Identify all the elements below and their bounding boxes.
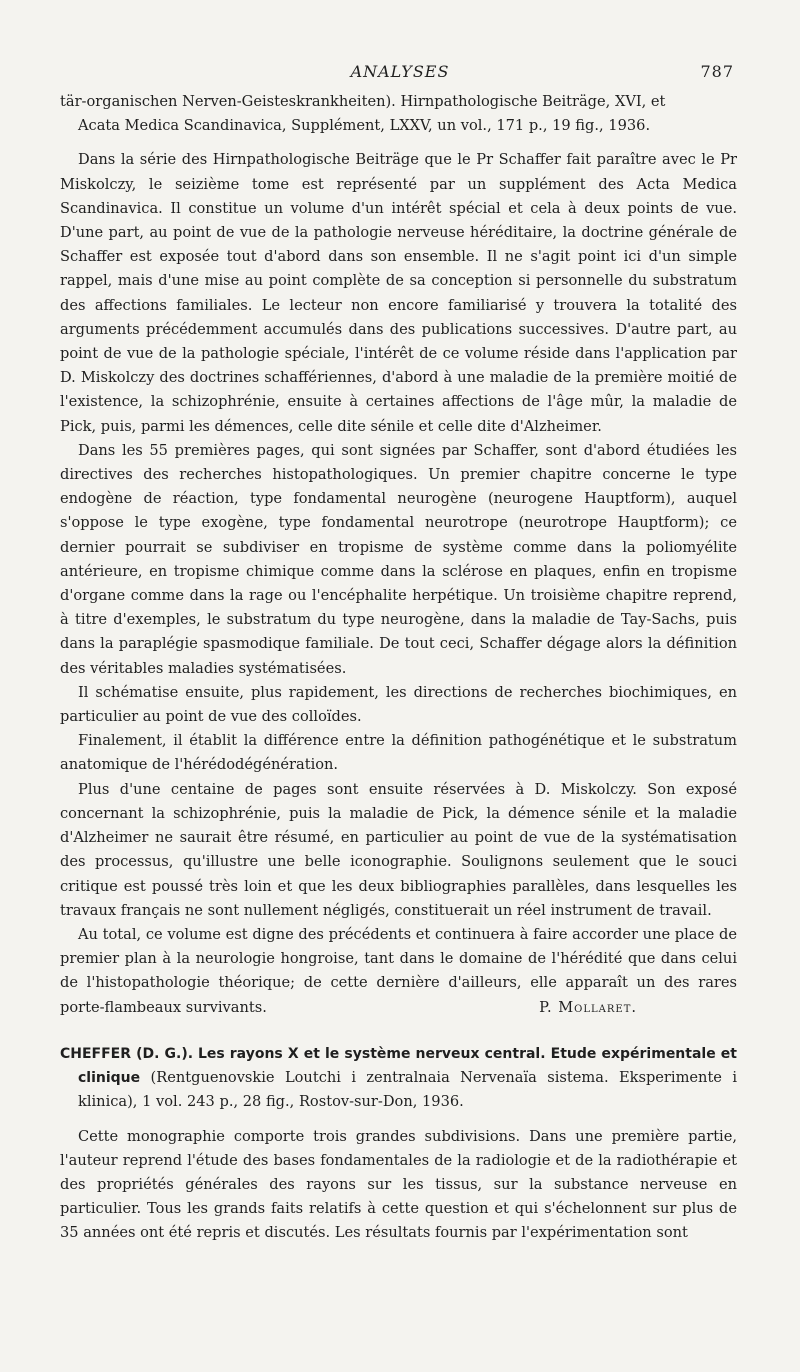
review-cheffer bbox=[60, 1042, 737, 1246]
review-paragraph-6: Au total, ce volume est digne des précédents et continuera à faire accorder une place de premier plan à la neurologie hongroise, tant dans le domaine de l'hérédité que dans celui de l'histopathologie théorique; de cette dernière d'ailleurs, elle apparaît un des rares porte-flambeaux survivants. bbox=[60, 925, 737, 1016]
review-citation-heading bbox=[60, 1042, 737, 1115]
page-number: 787 bbox=[700, 62, 734, 81]
citation-line-2: Acata Medica Scandinavica, Supplément, LXXV, un vol., 171 p., 19 fig., 1936. bbox=[78, 117, 651, 135]
review-mollaret bbox=[60, 90, 737, 1020]
review-paragraph-3: Il schématise ensuite, plus rapidement, les directions de recherches biochimiques, en particulier au point de vue des colloïdes. bbox=[60, 683, 737, 726]
review-paragraph-4: Finalement, il établit la différence entre la définition pathogénétique et le substratum anatomique de l'hérédodégénération. bbox=[60, 732, 737, 774]
running-head bbox=[60, 62, 740, 84]
cited-author: CHEFFER (D. G.). bbox=[60, 1045, 194, 1062]
review-paragraph: Cette monographie comporte trois grandes subdivisions. Dans une première partie, l'auteur reprend l'étude des bases fondamentales de la radiologie et de la radiothérapie et des propriétés générales des rayons sur les tissus, sur la substance nerveuse en particulier. Tous les grands faits relatifs à cette question et qui s'échelonnent sur plus de 35 années ont été repris et discutés. Les résultats fournis par l'expérimentation sont bbox=[60, 1127, 737, 1242]
running-title: ANALYSES bbox=[350, 62, 450, 81]
review-paragraph-5: Plus d'une centaine de pages sont ensuite réservées à D. Miskolczy. Son exposé concernant la schizophrénie, puis la maladie de Pick, la démence sénile et la maladie d'Alzheimer ne saurait être résumé, en particulier au point de vue de la systématisation des processus, qu'illustre une belle iconographie. Soulignons seulement que le souci critique est poussé très loin et que les deux bibliographies parallèles, dans lesquelles les travaux français ne sont nullement négligés, constituerait un réel instrument de travail. bbox=[60, 780, 737, 919]
review-paragraph-1: Dans la série des Hirnpathologische Beiträge que le Pr Schaffer fait paraître avec le Pr Miskolczy, le seizième tome est représenté par un supplément des Acta Medica Scandinavica. Il constitue un volume d'un intérêt spécial et cela à deux points de vue. D'une part, au point de vue de la pathologie nerveuse héréditaire, la doctrine générale de Schaffer est exposée tout d'abord dans son ensemble. Il ne s'agit point ici d'un simple rappel, mais d'une mise au point complète de sa conception si personnelle du substratum des affections familiales. Le lecteur non encore familiarisé y trouvera la totalité des arguments précédemment accumulés dans des publications successives. D'autre part, au point de vue de la pathologie spéciale, l'intérêt de ce volume réside dans l'application par D. Miskolczy des doctrines schaffériennes, d'abord à une maladie de la première moitié de l'existence, la schizophrénie, ensuite à certaines affections de l'âge mûr, la maladie de Pick, puis, parmi les démences, celle dite sénile et celle dite d'Alzheimer. bbox=[60, 151, 737, 435]
cited-title: Les rayons X et le système nerveux central. Etude expérimentale et clinique bbox=[78, 1045, 737, 1087]
citation-line-1: tär-organischen Nerven-Geisteskrankheiten). Hirnpathologische Beiträge, XVI, et bbox=[60, 93, 666, 110]
review-paragraph-2: Dans les 55 premières pages, qui sont signées par Schaffer, sont d'abord étudiées les directives des recherches histopathologiques. Un premier chapitre concerne le type endogène de réaction, type fondamental neurogène (neurogene Hauptform), auquel s'oppose le type exogène, type fondamental neurotrope (neurotrope Hauptform); ce dernier pourrait se subdiviser en tropisme de système comme dans la poliomyélite antérieure, en tropisme chimique comme dans la sclérose en plaques, enfin en tropisme d'organe comme dans la rage ou l'encéphalite herpétique. Un troisième chapitre reprend, à titre d'exemples, le substratum du type neurogène, dans la maladie de Tay-Sachs, puis dans la paraplégie spasmodique familiale. De tout ceci, Schaffer dégage alors la définition des véritables maladies systématisées. bbox=[60, 441, 737, 677]
reviewer-signature: P. Mollaret. bbox=[539, 998, 637, 1016]
cited-details: (Rentguenovskie Loutchi i zentralnaia Nervenaïa sistema. Eksperimente i klinica), 1 vol. 243 p., 28 fig., Rostov-sur-Don, 1936. bbox=[78, 1069, 737, 1111]
page-body bbox=[60, 90, 737, 1246]
